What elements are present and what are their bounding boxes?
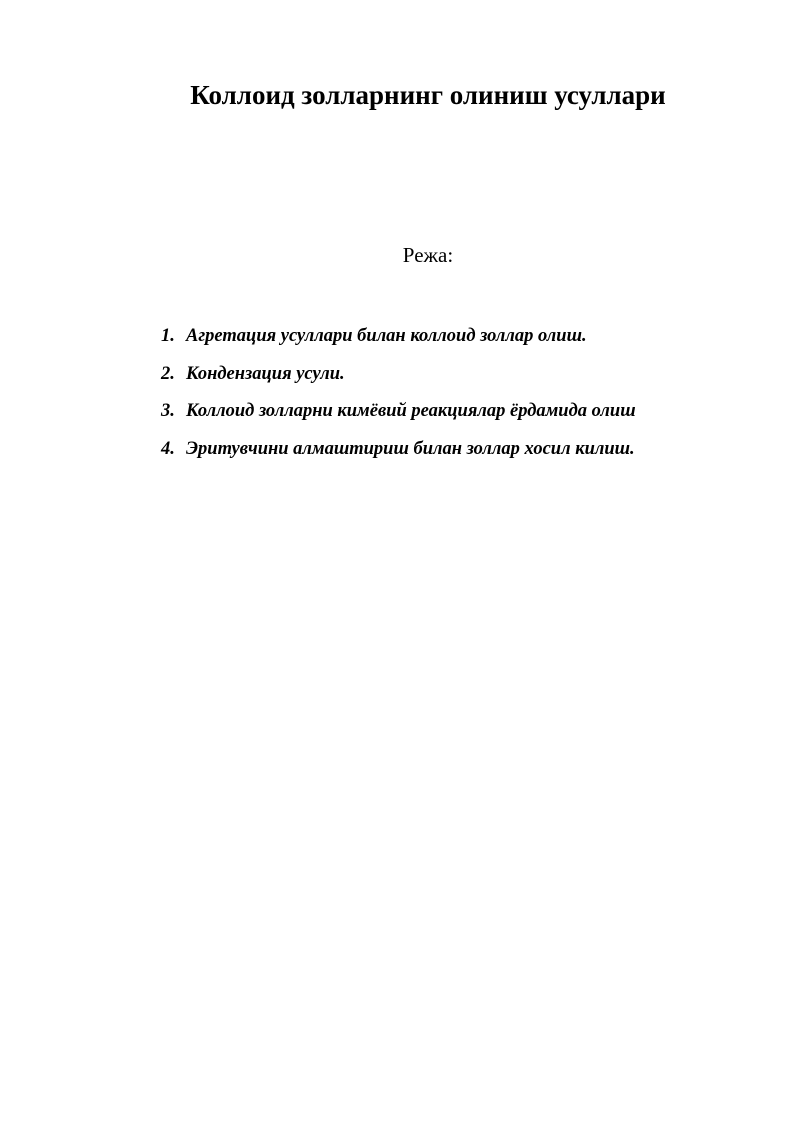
page-title: Коллоид золларнинг олиниш усуллари [190, 80, 666, 110]
plan-item-number: 3. [161, 401, 175, 421]
plan-item [161, 322, 781, 360]
plan-list [161, 322, 781, 472]
plan-item-text: Коллоид золларни кимёвий реакциялар ёрдамида олиш [186, 401, 636, 421]
plan-item-text: Эритувчини алмаштириш билан золлар хосил килиш. [186, 438, 635, 459]
plan-heading: Режа: [402, 243, 454, 267]
plan-item-text: Агретация усуллари билан коллоид золлар олиш. [186, 326, 587, 346]
plan-item-text: Кондензация усули. [186, 363, 345, 384]
plan-item [161, 397, 781, 435]
plan-item [161, 435, 781, 473]
plan-item [161, 360, 781, 398]
plan-item-number: 2. [161, 363, 175, 384]
plan-item-number: 1. [161, 326, 175, 346]
plan-item-number: 4. [161, 438, 175, 459]
